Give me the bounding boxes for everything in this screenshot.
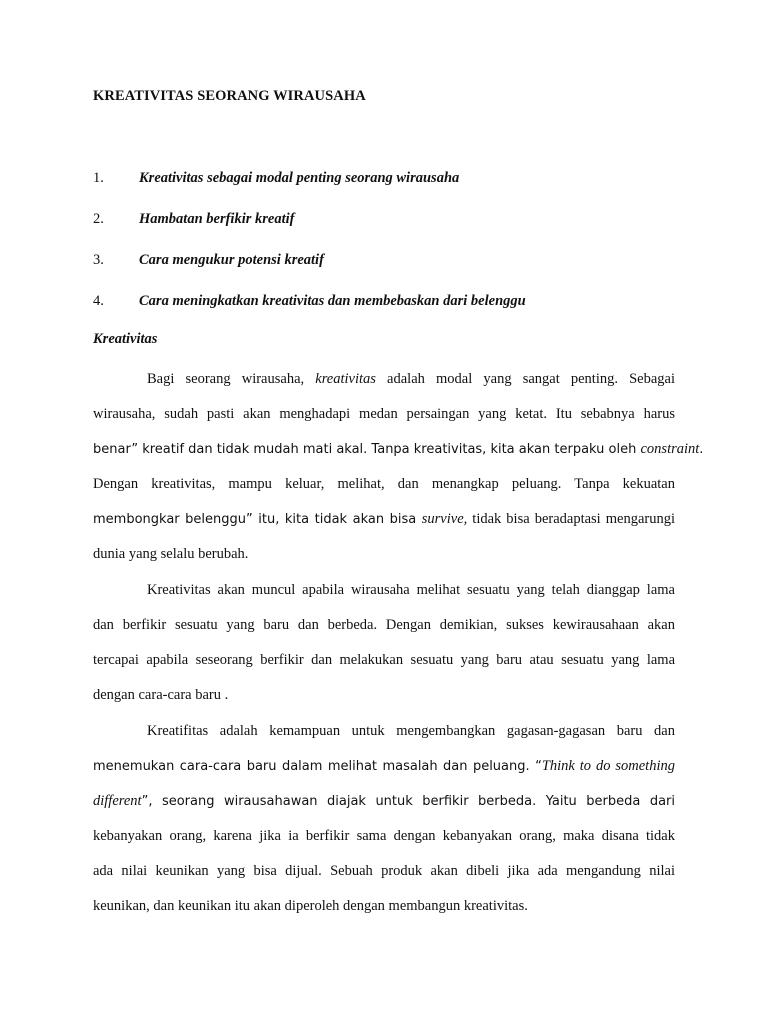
paragraph-line: ada nilai keunikan yang bisa dijual. Sebuah produk akan dibeli jika ada mengandung nilai xyxy=(93,863,675,879)
paragraph-line: Bagi seorang wirausaha, kreativitas adalah modal yang sangat penting. Sebagai xyxy=(147,371,676,387)
paragraph-2 xyxy=(93,573,675,713)
list-text: Cara mengukur potensi kreatif xyxy=(139,252,324,268)
paragraph-line: Kreativitas akan muncul apabila wirausaha melihat sesuatu yang telah dianggap lama xyxy=(147,582,675,598)
paragraph-line: menemukan cara-cara baru dalam melihat masalah dan peluang. “Think to do something xyxy=(93,758,675,774)
list-text: Kreativitas sebagai modal penting seorang wirausaha xyxy=(139,170,460,186)
paragraph-line: dengan cara-cara baru . xyxy=(93,687,229,703)
paragraph-line: Dengan kreativitas, mampu keluar, melihat, dan menangkap peluang. Tanpa kekuatan xyxy=(93,476,675,492)
list-number: 4. xyxy=(93,293,104,309)
paragraph-line: dunia yang selalu berubah. xyxy=(93,546,249,562)
paragraph-line: dan berfikir sesuatu yang baru dan berbeda. Dengan demikian, sukses kewirausahaan akan xyxy=(93,617,675,633)
paragraph-line: benar” kreatif dan tidak mudah mati akal. Tanpa kreativitas, kita akan terpaku oleh constraint. xyxy=(93,441,704,457)
paragraph-line: Kreatifitas adalah kemampuan untuk mengembangkan gagasan-gagasan baru dan xyxy=(147,723,675,739)
list-number: 1. xyxy=(93,170,104,186)
list-text: Hambatan berfikir kreatif xyxy=(139,211,295,227)
section-heading: Kreativitas xyxy=(93,331,158,347)
paragraph-line: tercapai apabila seseorang berfikir dan melakukan sesuatu yang baru atau sesuatu yang lama xyxy=(93,652,675,668)
list-number: 2. xyxy=(93,211,104,227)
document-title: KREATIVITAS SEORANG WIRAUSAHA xyxy=(93,88,366,104)
paragraph-line: different”, seorang wirausahawan diajak untuk berfikir berbeda. Yaitu berbeda dari xyxy=(93,793,675,809)
paragraph-3 xyxy=(93,714,675,924)
paragraph-line: membongkar belenggu” itu, kita tidak akan bisa survive, tidak bisa beradaptasi mengarungi xyxy=(93,511,675,527)
paragraph-line: wirausaha, sudah pasti akan menghadapi medan persaingan yang ketat. Itu sebabnya harus xyxy=(93,406,675,422)
paragraph-line: keunikan, dan keunikan itu akan diperoleh dengan membangun kreativitas. xyxy=(93,898,528,914)
paragraph-1 xyxy=(93,362,704,572)
list-number: 3. xyxy=(93,252,104,268)
paragraph-line: kebanyakan orang, karena jika ia berfikir sama dengan kebanyakan orang, maka disana tidak xyxy=(93,828,675,844)
list-text: Cara meningkatkan kreativitas dan membebaskan dari belenggu xyxy=(139,293,526,309)
